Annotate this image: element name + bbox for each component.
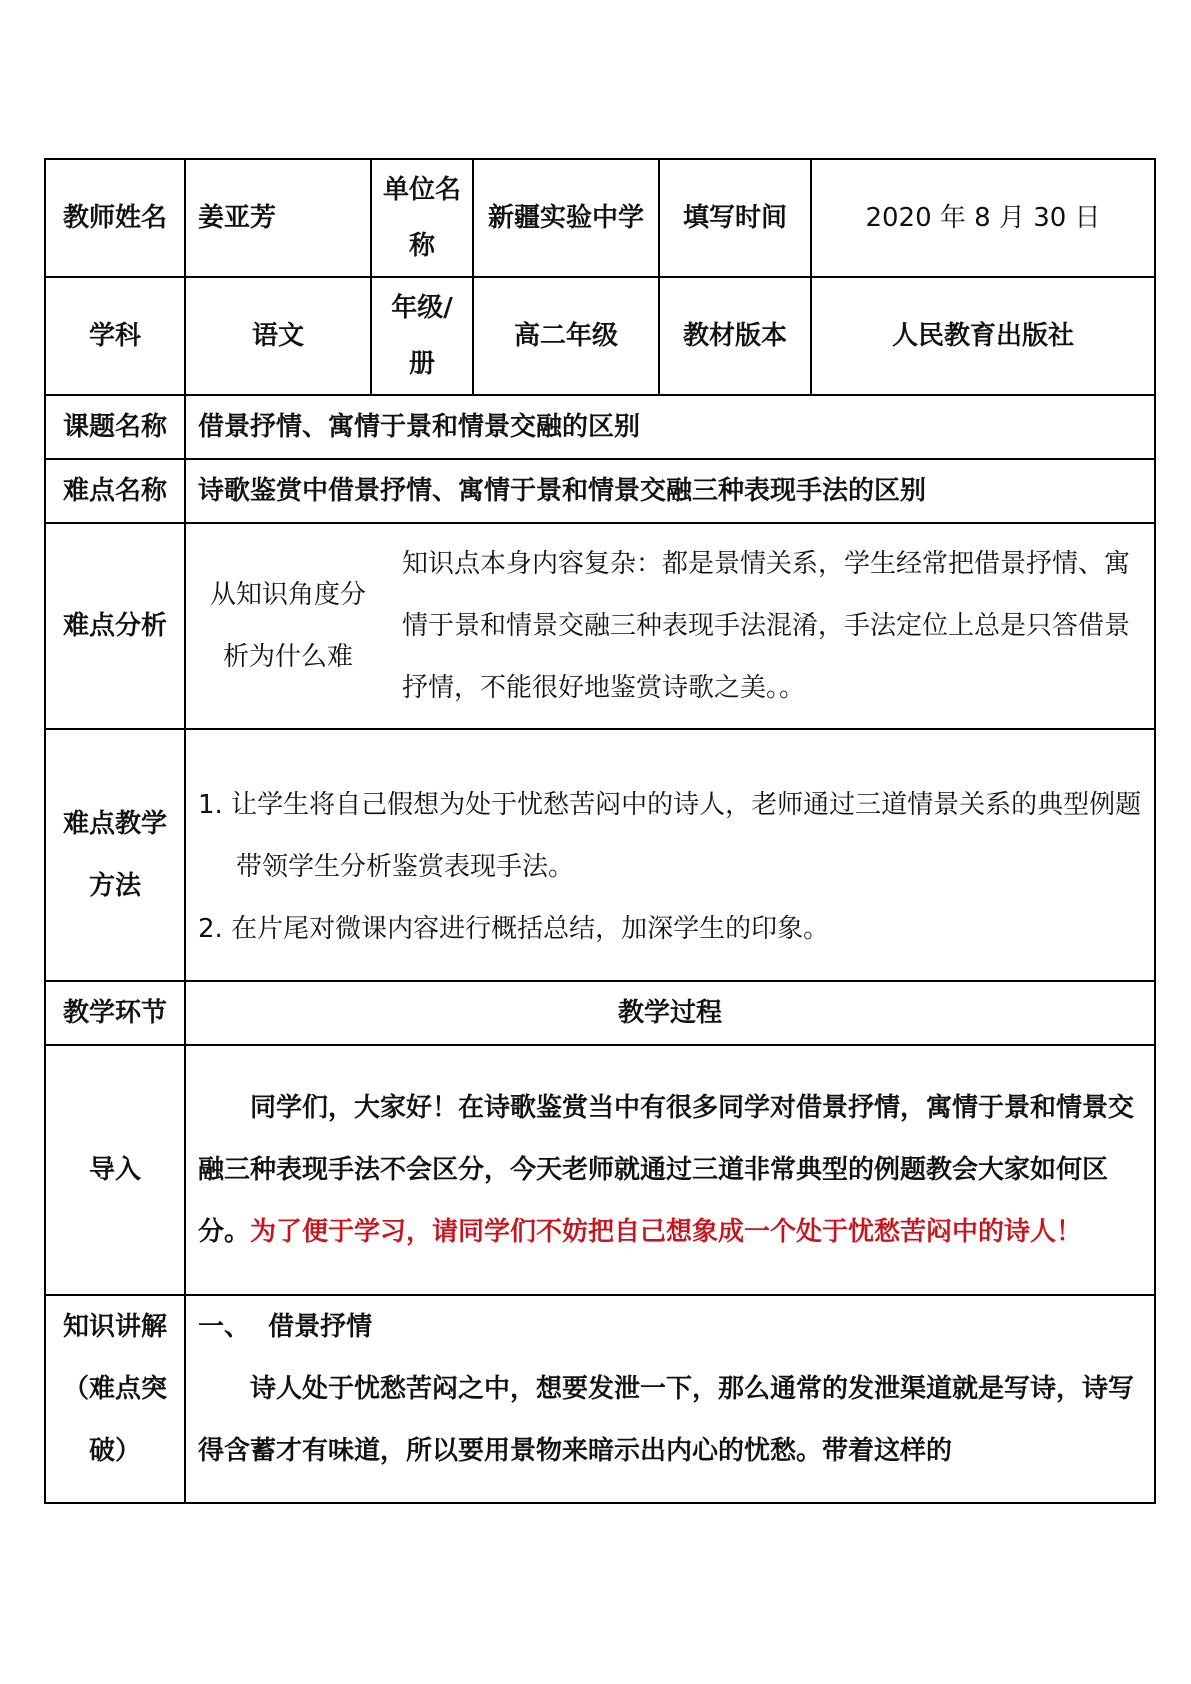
teacher-name: 姜亚芳 [185,159,371,277]
method-label: 难点教学方法 [45,729,185,981]
intro-text-highlight: 为了便于学习，请同学们不妨把自己想象成一个处于忧愁苦闷中的诗人！ [250,1217,1083,1247]
method-cell [185,729,1155,981]
table-row-analysis [45,523,1155,729]
topic-label: 课题名称 [45,395,185,459]
table-row-process-header [45,981,1155,1045]
grade-label: 年级/册 [371,277,473,395]
date-value: 2020 年 8 月 30 日 [811,159,1155,277]
analysis-text: 知识点本身内容复杂：都是景情关系，学生经常把借景抒情、寓情于景和情景交融三种表现手法混淆，手法定位上总是只答借景抒情，不能很好地鉴赏诗歌之美。。 [402,549,1131,703]
process-value: 教学过程 [185,981,1155,1045]
table-row-difficulty [45,459,1155,523]
table-row-subject-info [45,277,1155,395]
table-row-method [45,729,1155,981]
unit-name: 新疆实验中学 [473,159,659,277]
method-item-2: 2. 在片尾对微课内容进行概括总结，加深学生的印象。 [198,914,830,944]
analysis-label: 难点分析 [45,523,185,729]
unit-label: 单位名称 [371,159,473,277]
analysis-subtable [186,533,1154,719]
knowledge-text: 诗人处于忧愁苦闷之中，想要发泄一下，那么通常的发泄渠道就是写诗，诗写得含蓄才有味道，所以要用景物来暗示出内心的忧愁。带着这样的 [198,1374,1135,1466]
knowledge-cell [185,1295,1155,1503]
subject-label: 学科 [45,277,185,395]
date-label: 填写时间 [659,159,811,277]
textbook-value: 人民教育出版社 [811,277,1155,395]
table-row-teacher-info [45,159,1155,277]
table-row-knowledge [45,1295,1155,1503]
intro-text-plain: 同学们，大家好！在诗歌鉴赏当中有很多同学对借景抒情，寓情于景和情景交融三种表现手法不会区分，今天老师就通过三道非常典型的例题教会大家如何区分。 [198,1093,1135,1247]
method-item-1: 1. 让学生将自己假想为处于忧愁苦闷中的诗人，老师通过三道情景关系的典型例题带领学生分析鉴赏表现手法。 [198,790,1142,882]
topic-value: 借景抒情、寓情于景和情景交融的区别 [185,395,1155,459]
table-row-topic [45,395,1155,459]
intro-label: 导入 [45,1045,185,1295]
knowledge-label: 知识讲解（难点突破） [45,1295,185,1503]
difficulty-value: 诗歌鉴赏中借景抒情、寓情于景和情景交融三种表现手法的区别 [185,459,1155,523]
textbook-label: 教材版本 [659,277,811,395]
teacher-label: 教师姓名 [45,159,185,277]
intro-text [185,1045,1155,1295]
table-row-intro [45,1045,1155,1295]
analysis-sub-label: 从知识角度分析为什么难 [209,580,366,672]
process-label: 教学环节 [45,981,185,1045]
difficulty-label: 难点名称 [45,459,185,523]
knowledge-heading: 一、 借景抒情 [198,1312,373,1342]
analysis-cell [185,523,1155,729]
grade-value: 高二年级 [473,277,659,395]
lesson-plan-table [44,158,1156,1504]
subject-value: 语文 [185,277,371,395]
